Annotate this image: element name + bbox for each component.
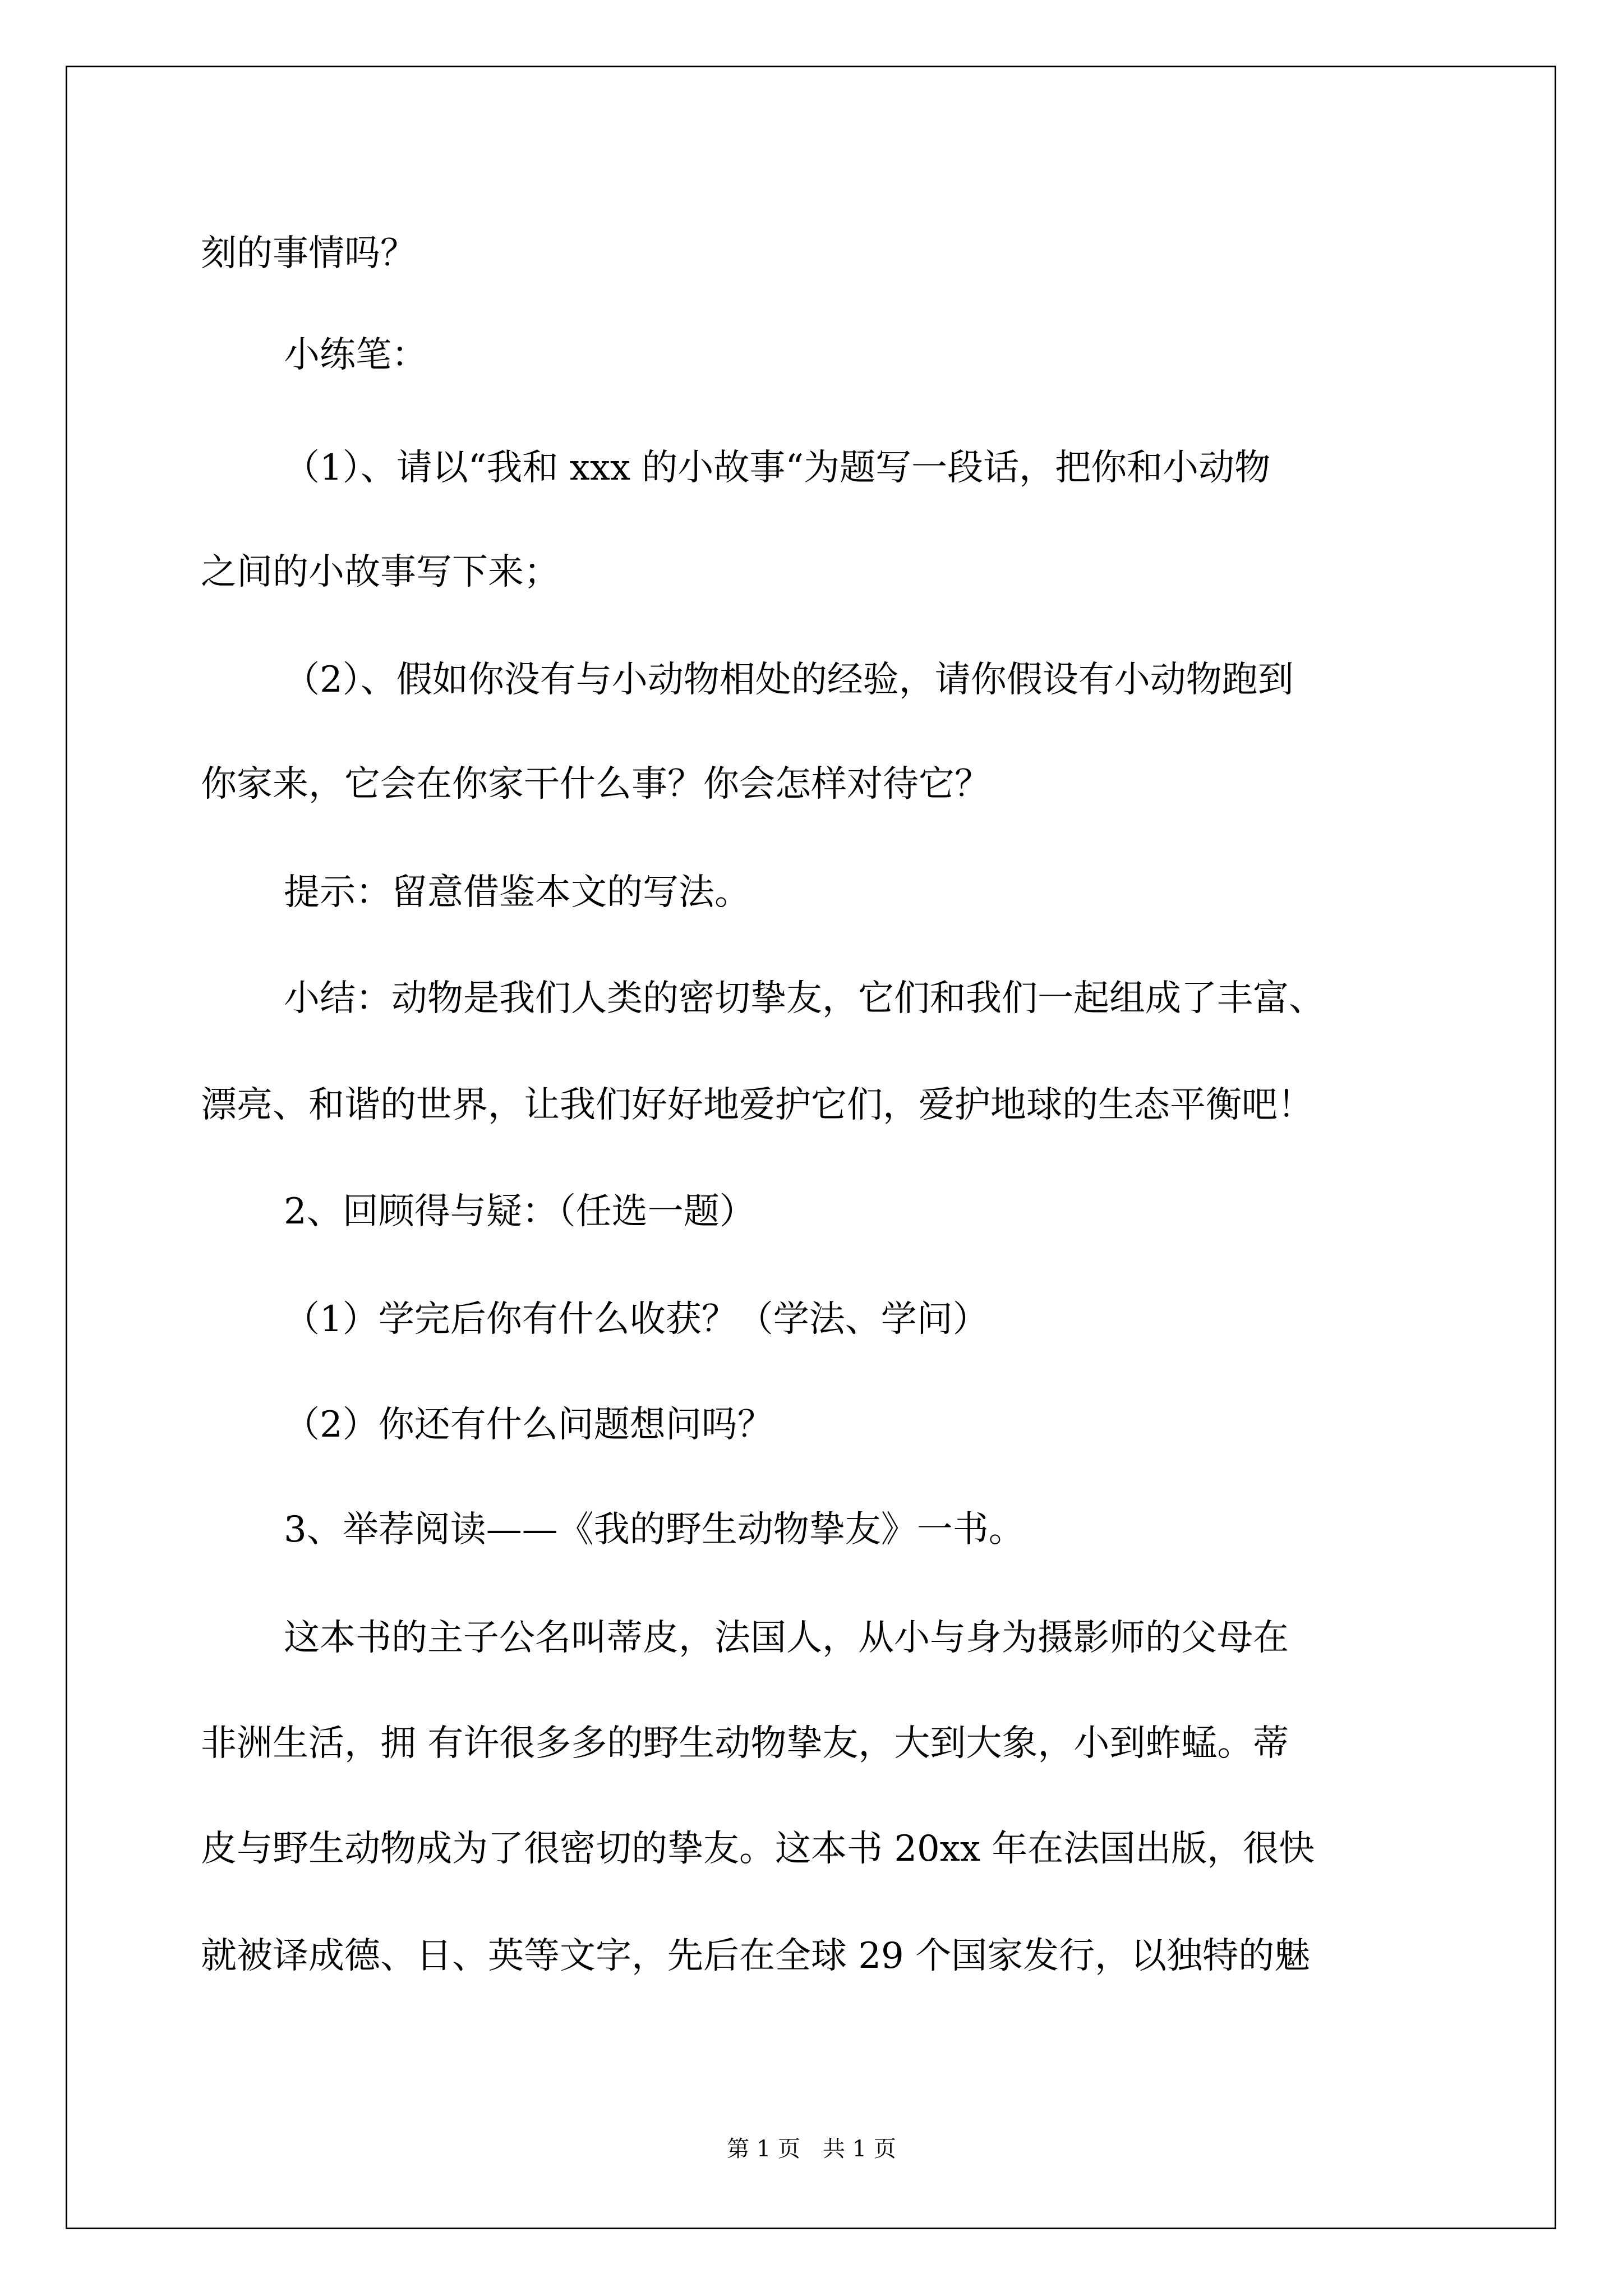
text-line: 小结：动物是我们人类的密切挚友，它们和我们一起组成了丰富、	[284, 978, 1325, 1019]
text-line: 之间的小故事写下来；	[201, 551, 560, 593]
text-line: 3、举荐阅读——《我的野生动物挚友》一书。	[284, 1509, 1025, 1550]
text-line: 非洲生活，拥 有许很多多的野生动物挚友，大到大象，小到蚱蜢。蒂	[201, 1723, 1289, 1764]
text-line: 皮与野生动物成为了很密切的挚友。这本书 20xx 年在法国出版，很快	[201, 1828, 1315, 1870]
text-line: （2）你还有什么问题想问吗？	[284, 1404, 773, 1446]
text-line: 就被译成德、日、英等文字，先后在全球 29 个国家发行，以独特的魅	[201, 1935, 1311, 1977]
text-line: 漂亮、和谐的世界，让我们好好地爱护它们，爱护地球的生态平衡吧！	[201, 1084, 1313, 1126]
text-line: 小练笔：	[284, 334, 427, 376]
text-line: 这本书的主子公名叫蒂皮，法国人，从小与身为摄影师的父母在	[284, 1617, 1289, 1659]
text-line: 提示：留意借鉴本文的写法。	[284, 872, 750, 913]
page-border	[66, 66, 1556, 2229]
text-line: 刻的事情吗？	[201, 233, 416, 274]
text-line: 2、回顾得与疑：（任选一题）	[284, 1191, 755, 1232]
text-line: （1）学完后你有什么收获？（学法、学问）	[284, 1299, 989, 1340]
text-line: （1）、请以“我和 xxx 的小故事“为题写一段话，把你和小动物	[284, 447, 1271, 489]
text-line: 你家来，它会在你家干什么事？你会怎样对待它？	[201, 763, 990, 805]
page-footer: 第 1 页 共 1 页	[727, 2136, 896, 2162]
text-line: （2）、假如你没有与小动物相处的经验，请你假设有小动物跑到	[284, 659, 1294, 701]
